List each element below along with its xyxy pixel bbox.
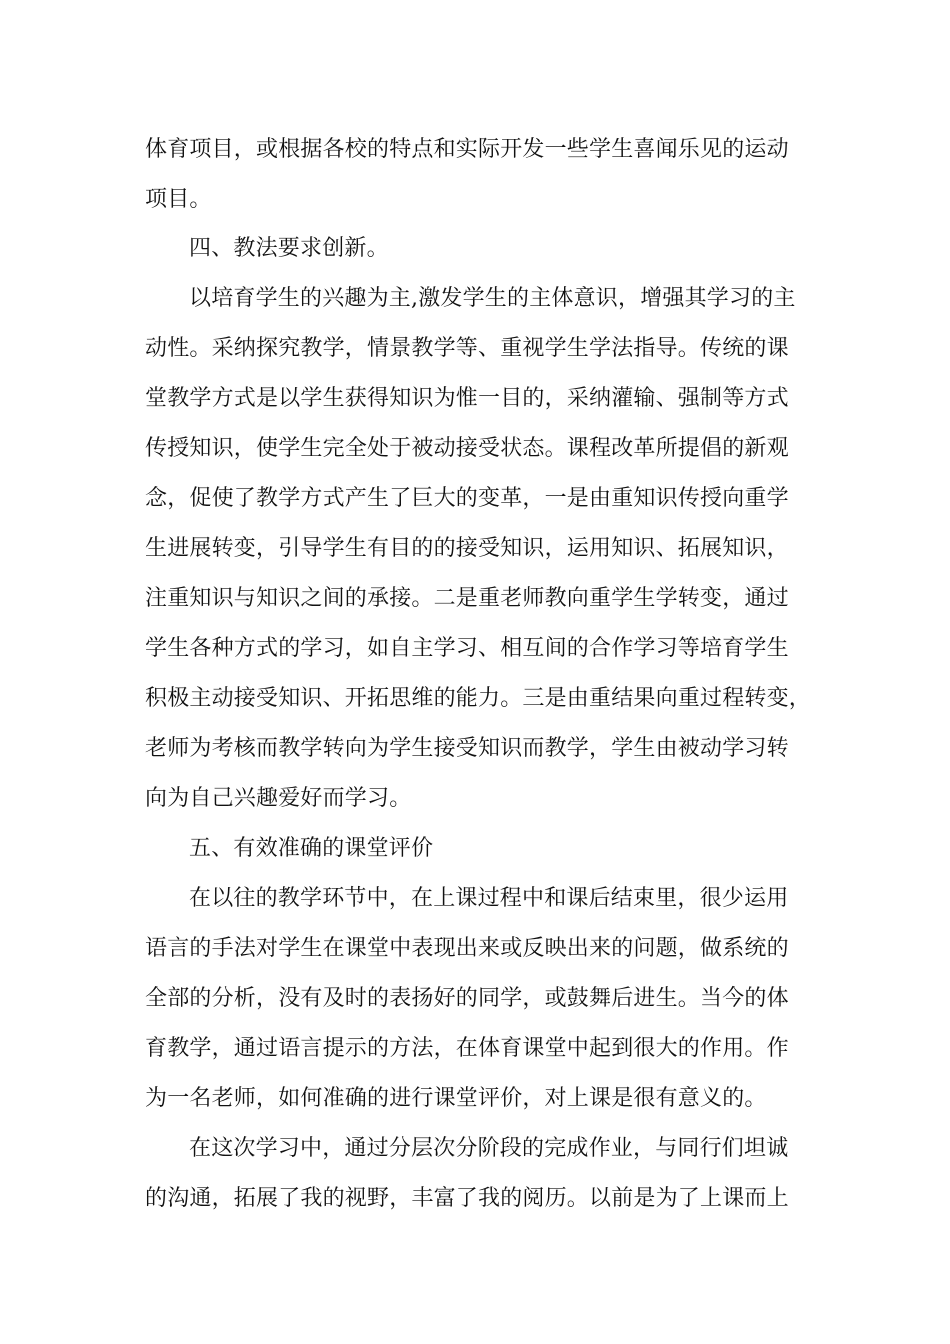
section-heading: 四、教法要求创新。 <box>189 236 389 261</box>
text-line: 老师为考核而教学转向为学生接受知识而教学，学生由被动学习转 <box>145 736 789 761</box>
text-line: 念，促使了教学方式产生了巨大的变革，一是由重知识传授向重学 <box>145 486 789 511</box>
text-line: 育教学，通过语言提示的方法，在体育课堂中起到很大的作用。作 <box>145 1036 789 1061</box>
text-line: 体育项目，或根据各校的特点和实际开发一些学生喜闻乐见的运动 <box>145 137 789 162</box>
section-heading: 五、有效准确的课堂评价 <box>189 836 434 861</box>
text-line: 为一名老师，如何准确的进行课堂评价，对上课是很有意义的。 <box>145 1086 767 1111</box>
paragraph-start-line: 在这次学习中，通过分层次分阶段的完成作业，与同行们坦诚 <box>189 1136 789 1161</box>
text-line: 全部的分析，没有及时的表扬好的同学，或鼓舞后进生。当今的体 <box>145 986 789 1011</box>
text-line: 堂教学方式是以学生获得知识为惟一目的，采纳灌输、强制等方式 <box>145 386 789 411</box>
paragraph-start-line: 以培育学生的兴趣为主,激发学生的主体意识，增强其学习的主 <box>189 286 796 311</box>
text-line: 项目。 <box>145 187 212 212</box>
text-line: 的沟通，拓展了我的视野，丰富了我的阅历。以前是为了上课而上 <box>145 1186 789 1211</box>
text-line: 学生各种方式的学习，如自主学习、相互间的合作学习等培育学生 <box>145 636 789 661</box>
text-line: 向为自己兴趣爱好而学习。 <box>145 786 412 811</box>
text-line: 生进展转变，引导学生有目的的接受知识，运用知识、拓展知识， <box>145 536 789 561</box>
text-line: 语言的手法对学生在课堂中表现出来或反映出来的问题，做系统的 <box>145 936 789 961</box>
text-line: 传授知识，使学生完全处于被动接受状态。课程改革所提倡的新观 <box>145 436 789 461</box>
paragraph-start-line: 在以往的教学环节中，在上课过程中和课后结束里，很少运用 <box>189 886 789 911</box>
text-line: 积极主动接受知识、开拓思维的能力。三是由重结果向重过程转变， <box>145 686 812 711</box>
text-line: 注重知识与知识之间的承接。二是重老师教向重学生学转变，通过 <box>145 586 789 611</box>
text-line: 动性。采纳探究教学，情景教学等、重视学生学法指导。传统的课 <box>145 336 789 361</box>
